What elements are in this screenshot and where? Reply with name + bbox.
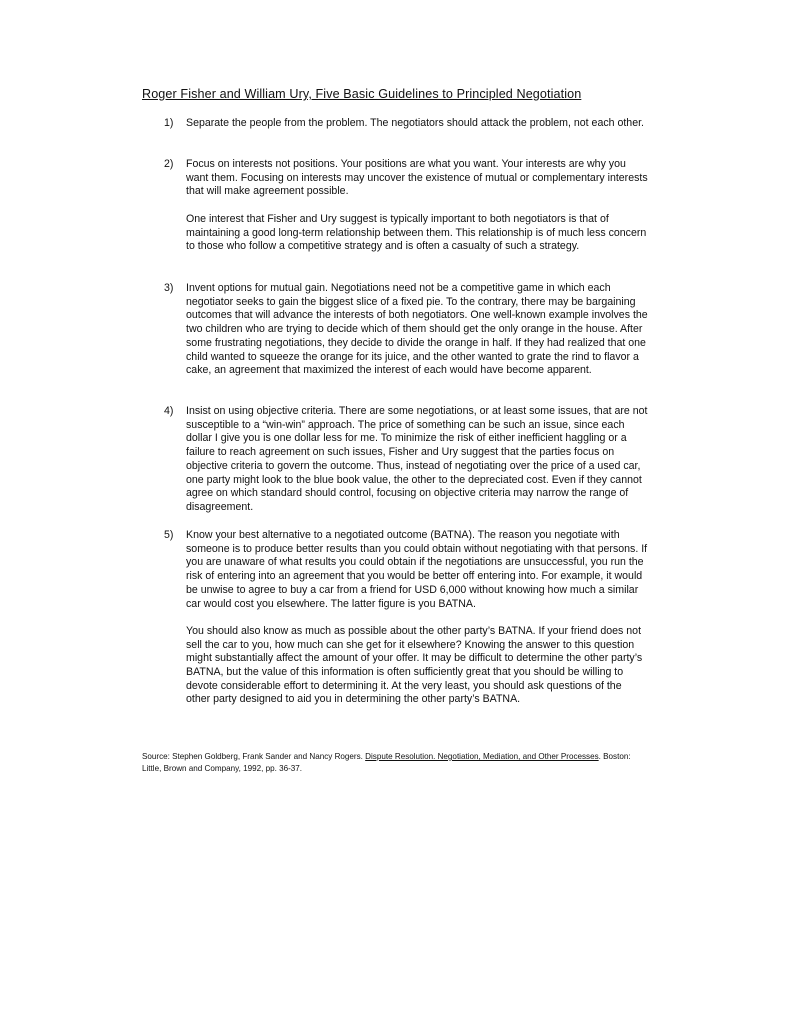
source-suffix: . Boston: Little, Brown and Company, 1992, pp. 36-37.: [142, 752, 631, 774]
source-book-title: Dispute Resolution. Negotiation, Mediation, and Other Processes: [365, 752, 599, 761]
guideline-text: Know your best alternative to a negotiated outcome (BATNA). The reason you negotiate with someone is to produce better results than you could obtain without negotiating with that persons. If you are unaware of what results you could obtain if the negotiations are unsuccessful, you run the risk of entering into an agreement that you would be better off entering into. For example, it would be unwise to agree to buy a car from a friend for USD 6,000 without knowing how much a similar car would cost you elsewhere. The latter figure is you BATNA.: [186, 529, 648, 610]
guideline-text: Invent options for mutual gain. Negotiations need not be a competitive game in which each negotiator seeks to gain the biggest slice of a fixed pie. To the contrary, there may be bargaining outcomes that will advance the interests of both negotiators. One well-known example involves the two children who are trying to decide which of them should get the only orange in the house. After some frustrating negotiations, they decide to divide the orange in half. If they had realized that one child wanted to squeeze the orange for its juice, and the other wanted to grate the rind to flavor a cake, an agreement that maximized the interest of each would have become apparent.: [186, 282, 648, 377]
document-title: Roger Fisher and William Ury, Five Basic Guidelines to Principled Negotiation: [142, 87, 582, 101]
guideline-number: 2): [164, 158, 174, 170]
guideline-text: One interest that Fisher and Ury suggest is typically important to both negotiators is that of maintaining a good long-term relationship between them. This relationship is of much less concern to those who follow a competitive strategy and is often a casualty of such a strategy.: [186, 212, 647, 253]
source-citation: [142, 751, 632, 775]
guideline-number: 3): [164, 282, 174, 294]
guideline-2: [164, 158, 648, 254]
guideline-text: You should also know as much as possible about the other party’s BATNA. If your friend does not sell the car to you, how much can she get for it elsewhere? Knowing the answer to this question might substantially affect the amount of your offer. It may be difficult to determine the other party’s BATNA, but the value of this information is often sufficiently great that you should be willing to devote considerable effort to determining it. At the very least, you should ask questions of the other party designed to aid you in determining the other party’s BATNA.: [186, 624, 643, 706]
guideline-number: 5): [164, 529, 174, 541]
guideline-5: [164, 529, 648, 707]
guideline-number: 1): [164, 117, 174, 129]
guideline-text: Focus on interests not positions. Your positions are what you want. Your interests are why you want them. Focusing on interests may uncover the existence of mutual or complementary interests that will make agreement possible.: [186, 158, 648, 198]
guideline-text: Insist on using objective criteria. There are some negotiations, or at least some issues, that are not susceptible to a “win-win” approach. The price of something can be such an issue, since each dollar I give you is one dollar less for me. To minimize the risk of either inefficient haggling or a failure to reach agreement on such issues, Fisher and Ury suggest that the parties focus on objective criteria to govern the outcome. Thus, instead of negotiating over the price of a used car, one party might look to the blue book value, the other to the depreciated cost. Even if they cannot agree on which standard should control, focusing on objective criteria may narrow the range of disagreement.: [186, 405, 648, 513]
guideline-number: 4): [164, 405, 174, 417]
guideline-text: Separate the people from the problem. The negotiators should attack the problem, not each other.: [186, 117, 644, 129]
source-prefix: Source: Stephen Goldberg, Frank Sander and Nancy Rogers.: [142, 752, 366, 761]
guideline-1: [164, 117, 648, 131]
guideline-3: [164, 282, 648, 378]
guideline-4: [164, 405, 648, 515]
